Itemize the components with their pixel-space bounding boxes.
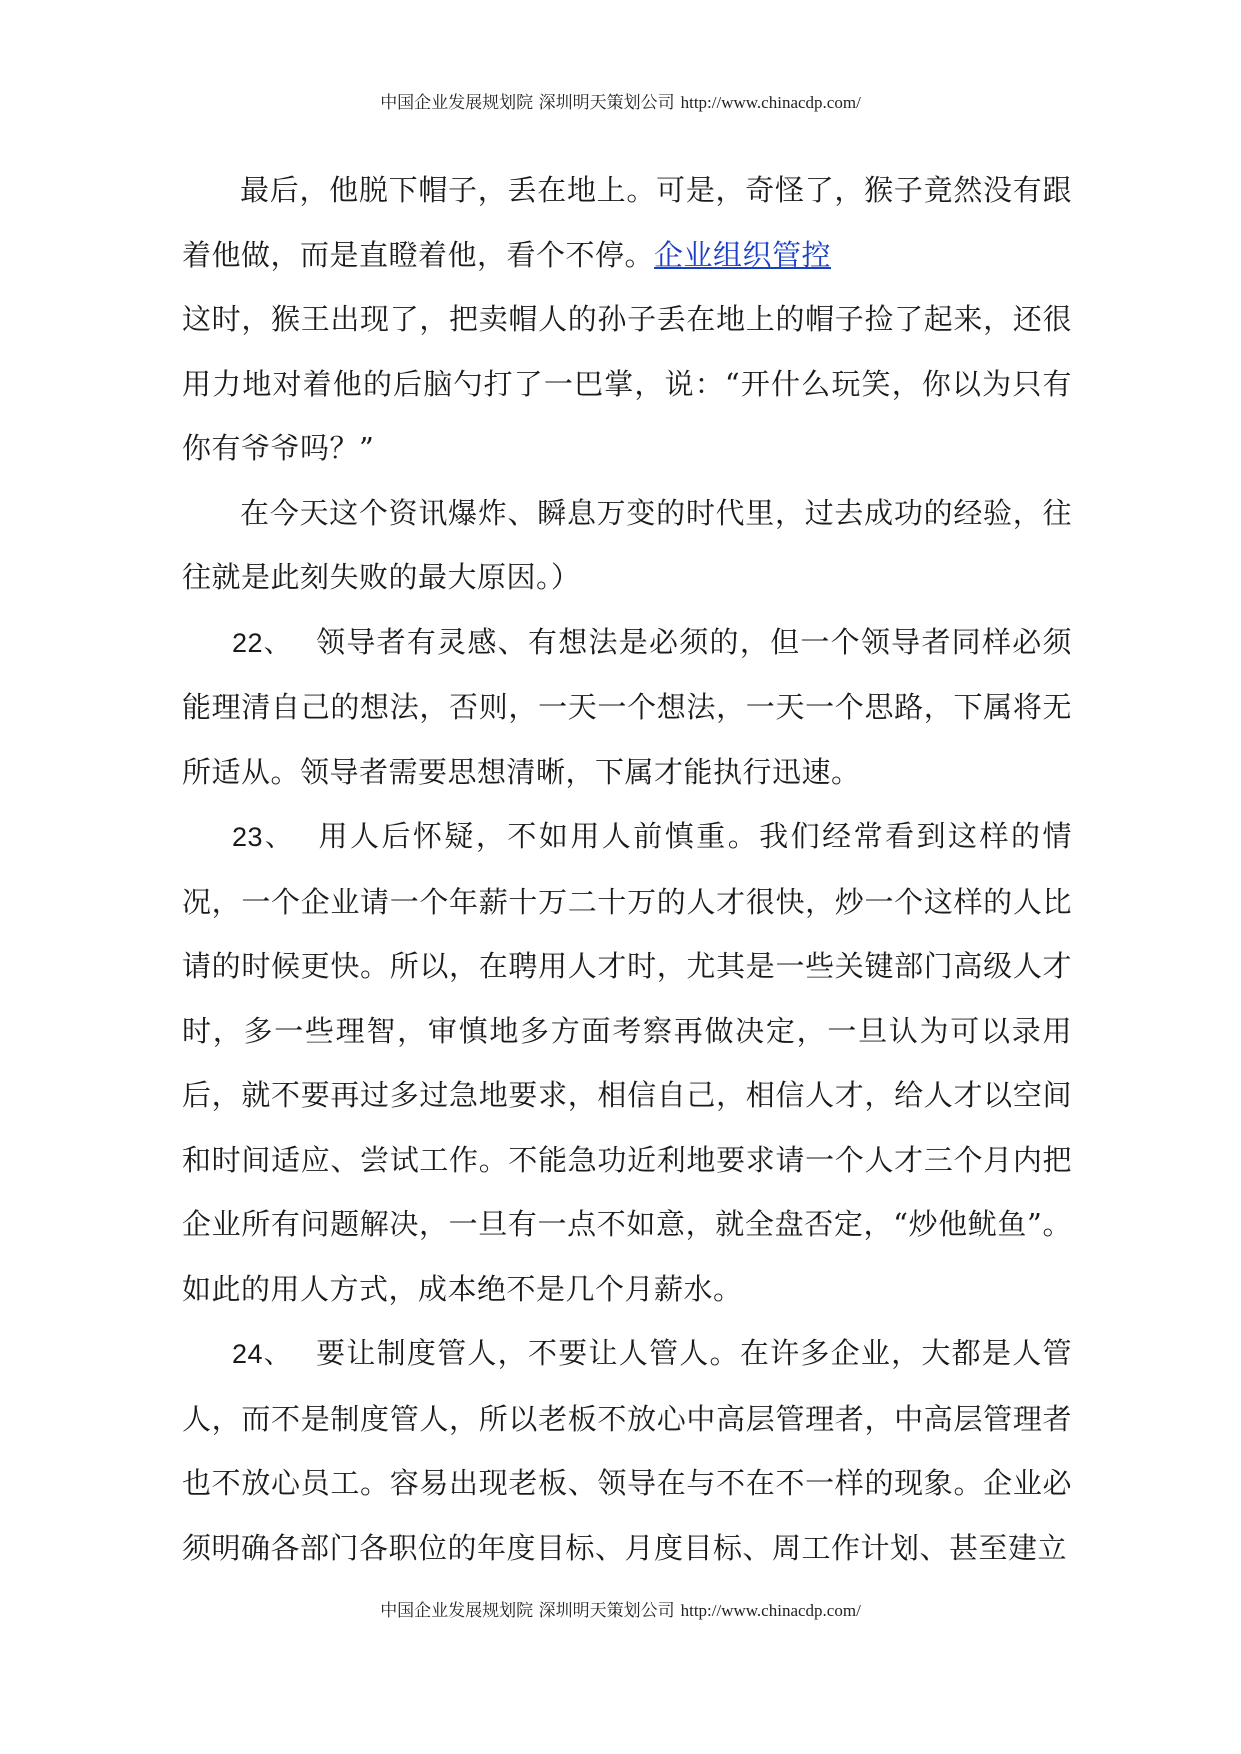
paragraph-text: 要让制度管人，不要让人管人。在许多企业，大都是人管人，而不是制度管人，所以老板不放心中高层管理者，中高层管理者也不放心员工。容易出现老板、领导在与不在不一样的现象。企业必须明确各部门各职位的年度目标、月度目标、周工作计划、甚至建立 — [182, 1336, 1072, 1565]
paragraph-information-age — [182, 481, 1072, 610]
item-number: 24、 — [232, 1339, 293, 1369]
paragraph-monkey-king — [182, 287, 1072, 481]
item-number: 22、 — [232, 627, 293, 658]
page-header — [0, 88, 1241, 113]
paragraph-text: 用人后怀疑，不如用人前慎重。我们经常看到这样的情况，一个企业请一个年薪十万二十万的人才很快，炒一个这样的人比请的时候更快。所以，在聘用人才时，尤其是一些关键部门高级人才时，多一些理智，审慎地多方面考察再做决定，一旦认为可以录用后，就不要再过多过急地要求，相信自己，相信人才，给人才以空间和时间适应、尝试工作。不能急功近利地要求请一个人才三个月内把企业所有问题解决，一旦有一点不如意，就全盘否定，“炒他鱿鱼”。如此的用人方式，成本绝不是几个月薪水。 — [182, 819, 1072, 1306]
paragraph-item-23 — [182, 804, 1072, 1321]
page-footer — [0, 1596, 1241, 1621]
inline-link-org-control[interactable]: 企业组织管控 — [654, 237, 832, 272]
paragraph-text: 这时，猴王出现了，把卖帽人的孙子丢在地上的帽子捡了起来，还很用力地对着他的后脑勺打了一巴掌，说：“开什么玩笑，你以为只有你有爷爷吗？” — [182, 302, 1072, 465]
document-body — [182, 158, 1072, 1580]
paragraph-text: 最后，他脱下帽子，丢在地上。可是，奇怪了，猴子竟然没有跟着他做，而是直瞪着他，看个不停。 — [182, 173, 1072, 272]
paragraph-item-24 — [182, 1321, 1072, 1580]
footer-org: 中国企业发展规划院 深圳明天策划公司 — [380, 1601, 675, 1621]
paragraph-text: 领导者有灵感、有想法是必须的，但一个领导者同样必须能理清自己的想法，否则，一天一个想法，一天一个思路，下属将无所适从。领导者需要思想清晰，下属才能执行迅速。 — [182, 624, 1072, 789]
item-number: 23、 — [232, 822, 295, 852]
footer-url[interactable]: http://www.chinacdp.com/ — [680, 1601, 861, 1620]
paragraph-monkey-ending — [182, 158, 1072, 287]
header-org: 中国企业发展规划院 深圳明天策划公司 — [380, 93, 675, 113]
paragraph-text: 在今天这个资讯爆炸、瞬息万变的时代里，过去成功的经验，往往就是此刻失败的最大原因。） — [182, 495, 1072, 594]
paragraph-item-22 — [182, 610, 1072, 805]
header-url[interactable]: http://www.chinacdp.com/ — [680, 93, 861, 112]
